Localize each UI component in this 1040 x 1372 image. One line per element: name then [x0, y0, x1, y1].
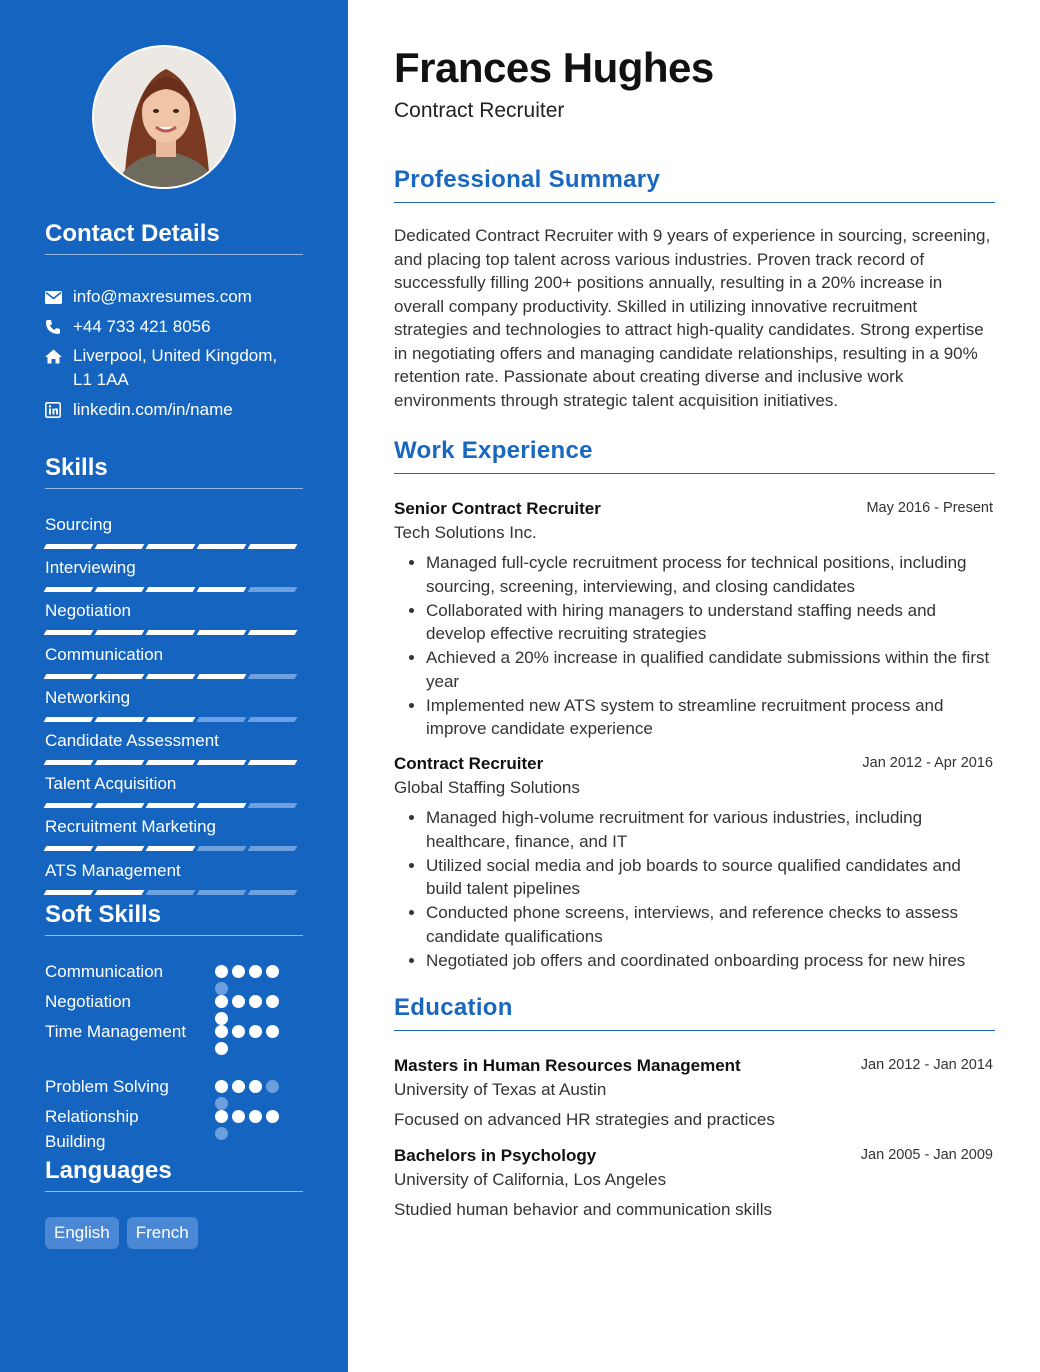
soft-skill-name: Time Management: [45, 1022, 187, 1041]
candidate-name: Frances Hughes: [394, 44, 714, 91]
soft-skill-dot: [215, 965, 228, 978]
skill-rating-segment: [197, 846, 247, 851]
skill-item: [45, 557, 303, 592]
work-heading: Work Experience: [394, 437, 995, 474]
phone-icon: [45, 315, 73, 339]
company-name: Global Staffing Solutions: [394, 778, 580, 797]
skill-rating-segment: [248, 544, 298, 549]
soft-skill-dot: [215, 1012, 228, 1025]
skill-name: Interviewing: [45, 558, 136, 577]
skill-rating-segment: [197, 717, 247, 722]
soft-skill-dot: [215, 1025, 228, 1038]
soft-skill-name: Communication: [45, 962, 164, 981]
summary-heading: Professional Summary: [394, 166, 995, 203]
skill-rating-segment: [95, 846, 145, 851]
skill-rating: [45, 674, 303, 679]
contact-heading: Contact Details: [45, 220, 303, 255]
contact-linkedin[interactable]: [45, 398, 233, 422]
skill-rating: [45, 890, 303, 895]
skill-name: Communication: [45, 645, 164, 664]
soft-skill-dot: [232, 1110, 245, 1123]
job-bullet: • Managed high-volume recruitment for various industries, including healthcare, finance, and IT: [426, 806, 995, 853]
soft-skill-dot: [215, 1042, 228, 1055]
skill-rating-segment: [248, 674, 298, 679]
job-dates: May 2016 - Present: [866, 500, 993, 516]
skill-rating-segment: [44, 674, 94, 679]
soft-skill-dot: [249, 1025, 262, 1038]
skill-name: Candidate Assessment: [45, 731, 219, 750]
skills-heading: Skills: [45, 454, 303, 489]
skill-item: [45, 773, 303, 808]
skill-rating-segment: [146, 760, 196, 765]
skill-rating-segment: [248, 760, 298, 765]
contact-address: [45, 344, 277, 392]
skill-rating-segment: [44, 717, 94, 722]
skill-rating-segment: [146, 717, 196, 722]
skill-rating: [45, 760, 303, 765]
soft-skill-dot: [232, 965, 245, 978]
education-entry: [394, 1054, 995, 1131]
skill-rating-segment: [44, 890, 94, 895]
skill-item: [45, 687, 303, 722]
skill-rating-segment: [248, 803, 298, 808]
job-title: Contract Recruiter: [394, 754, 544, 773]
soft-skill-dot: [249, 995, 262, 1008]
skill-rating-segment: [44, 846, 94, 851]
skill-rating-segment: [197, 630, 247, 635]
skill-rating-segment: [197, 760, 247, 765]
skill-rating-segment: [197, 674, 247, 679]
skill-rating-segment: [146, 846, 196, 851]
soft-skill-dot: [266, 1080, 279, 1093]
job-bullet: • Achieved a 20% increase in qualified candidate submissions within the first year: [426, 646, 995, 693]
skill-name: Negotiation: [45, 601, 132, 620]
soft-skill-dot: [215, 1080, 228, 1093]
language-tag: French: [127, 1217, 198, 1249]
skill-rating-segment: [248, 890, 298, 895]
education-description: Focused on advanced HR strategies and practices: [394, 1110, 775, 1129]
skill-rating-segment: [95, 674, 145, 679]
skill-rating: [45, 846, 303, 851]
degree-title: Masters in Human Resources Management: [394, 1056, 741, 1075]
soft-skill-rating: [215, 1025, 290, 1055]
skill-item: [45, 730, 303, 765]
linkedin-icon: [45, 398, 73, 422]
address-line-2: L1 1AA: [73, 370, 129, 389]
job-bullet: • Managed full-cycle recruitment process for technical positions, including sourcing, screening, interviewing, and closing candidates: [426, 551, 995, 598]
job-title: Senior Contract Recruiter: [394, 499, 601, 518]
contact-phone[interactable]: [45, 315, 211, 339]
skill-rating-segment: [146, 630, 196, 635]
skill-rating-segment: [146, 890, 196, 895]
skill-rating-segment: [44, 544, 94, 549]
address-line-1: Liverpool, United Kingdom,: [73, 346, 278, 365]
soft-skill-name: Negotiation: [45, 992, 132, 1011]
school-name: University of Texas at Austin: [394, 1080, 607, 1099]
languages-heading: Languages: [45, 1157, 303, 1192]
skill-rating-segment: [197, 587, 247, 592]
skill-rating-segment: [44, 760, 94, 765]
skill-name: Recruitment Marketing: [45, 817, 217, 836]
soft-skill-dot: [215, 995, 228, 1008]
job-dates: Jan 2012 - Apr 2016: [862, 755, 993, 771]
skill-rating-segment: [197, 890, 247, 895]
skill-rating-segment: [44, 803, 94, 808]
skill-rating: [45, 803, 303, 808]
job-bullets: [394, 806, 995, 972]
company-name: Tech Solutions Inc.: [394, 523, 537, 542]
education-heading: Education: [394, 994, 995, 1031]
skill-rating-segment: [146, 674, 196, 679]
candidate-title: Contract Recruiter: [394, 99, 565, 122]
skill-rating-segment: [146, 803, 196, 808]
skill-rating-segment: [248, 587, 298, 592]
soft-skill-dot: [266, 1110, 279, 1123]
soft-skill-dot: [215, 1127, 228, 1140]
skill-rating: [45, 717, 303, 722]
linkedin-text: linkedin.com/in/name: [73, 400, 233, 419]
job-bullet: • Conducted phone screens, interviews, and reference checks to assess candidate qualifications: [426, 901, 995, 948]
soft-skill-name: Relationship Building: [45, 1107, 139, 1151]
job-bullet: • Implemented new ATS system to streamline recruitment process and improve candidate experience: [426, 694, 995, 741]
skill-name: Sourcing: [45, 515, 113, 534]
skill-item: [45, 644, 303, 679]
soft-skill-dot: [215, 982, 228, 995]
summary-text: Dedicated Contract Recruiter with 9 years of experience in sourcing, screening, and placing top talent across various industries. Proven track record of successfully filling 200+ positions annually, resulting in a 20% increase in overall company productivity. Skilled in utilizing innovative recruitment strategies and technologies to attract high-quality candidates. Strong expertise in negotiating offers and managing candidate relationships, resulting in a 90% retention rate. Passionate about creating diverse and inclusive work environments through strategic talent acquisition initiatives.: [394, 226, 991, 410]
skill-rating-segment: [44, 587, 94, 592]
soft-skill-dot: [266, 995, 279, 1008]
skill-rating: [45, 630, 303, 635]
education-dates: Jan 2005 - Jan 2009: [860, 1147, 993, 1163]
skill-rating-segment: [146, 587, 196, 592]
skill-rating-segment: [95, 630, 145, 635]
soft-skill-name: Problem Solving: [45, 1077, 169, 1096]
skill-item: [45, 600, 303, 635]
soft-skill-dot: [266, 1025, 279, 1038]
skill-rating-segment: [248, 630, 298, 635]
skill-item: [45, 514, 303, 549]
education-dates: Jan 2012 - Jan 2014: [860, 1057, 993, 1073]
soft-skill-rating: [215, 965, 290, 995]
soft-skill-dot: [249, 965, 262, 978]
avatar-illustration: [94, 47, 236, 189]
soft-skill-dot: [215, 1110, 228, 1123]
soft-skill-dot: [249, 1080, 262, 1093]
soft-skill-rating: [215, 1080, 290, 1110]
skill-rating: [45, 587, 303, 592]
languages-list: [45, 1217, 198, 1249]
education-description: Studied human behavior and communication skills: [394, 1200, 772, 1219]
soft-skill-dot: [232, 1025, 245, 1038]
soft-skills-heading: Soft Skills: [45, 901, 303, 936]
skill-rating-segment: [248, 717, 298, 722]
skill-rating-segment: [44, 630, 94, 635]
skill-rating-segment: [146, 544, 196, 549]
skill-rating-segment: [95, 803, 145, 808]
work-entry: [394, 752, 995, 973]
soft-skill-dot: [266, 965, 279, 978]
skill-name: ATS Management: [45, 861, 181, 880]
soft-skill-rating: [215, 1110, 290, 1140]
email-text: info@maxresumes.com: [73, 287, 252, 306]
degree-title: Bachelors in Psychology: [394, 1146, 597, 1165]
skill-rating-segment: [95, 587, 145, 592]
soft-skill-dot: [249, 1110, 262, 1123]
school-name: University of California, Los Angeles: [394, 1170, 667, 1189]
job-bullets: [394, 551, 995, 741]
skill-rating-segment: [95, 760, 145, 765]
skill-rating-segment: [248, 846, 298, 851]
skill-rating: [45, 544, 303, 549]
job-bullet: • Negotiated job offers and coordinated onboarding process for new hires: [426, 949, 995, 973]
skill-rating-segment: [197, 544, 247, 549]
skill-rating-segment: [197, 803, 247, 808]
language-tag: English: [45, 1217, 119, 1249]
job-bullet: • Utilized social media and job boards to source qualified candidates and build talent pipelines: [426, 854, 995, 901]
soft-skill-dot: [232, 1080, 245, 1093]
home-icon: [45, 344, 73, 368]
work-entry: [394, 497, 995, 741]
soft-skill-dot: [215, 1097, 228, 1110]
skill-name: Talent Acquisition: [45, 774, 177, 793]
phone-text: +44 733 421 8056: [73, 317, 211, 336]
skill-item: [45, 860, 303, 895]
job-bullet: • Collaborated with hiring managers to understand staffing needs and develop effective recruiting strategies: [426, 599, 995, 646]
education-entry: [394, 1144, 995, 1221]
sidebar: [0, 0, 348, 1372]
envelope-icon: [45, 285, 73, 309]
skill-rating-segment: [95, 544, 145, 549]
skill-rating-segment: [95, 717, 145, 722]
skill-rating-segment: [95, 890, 145, 895]
skill-item: [45, 816, 303, 851]
soft-skill-rating: [215, 995, 290, 1025]
contact-email[interactable]: [45, 285, 252, 309]
soft-skill-dot: [232, 995, 245, 1008]
skill-name: Networking: [45, 688, 131, 707]
profile-photo: [92, 45, 236, 189]
